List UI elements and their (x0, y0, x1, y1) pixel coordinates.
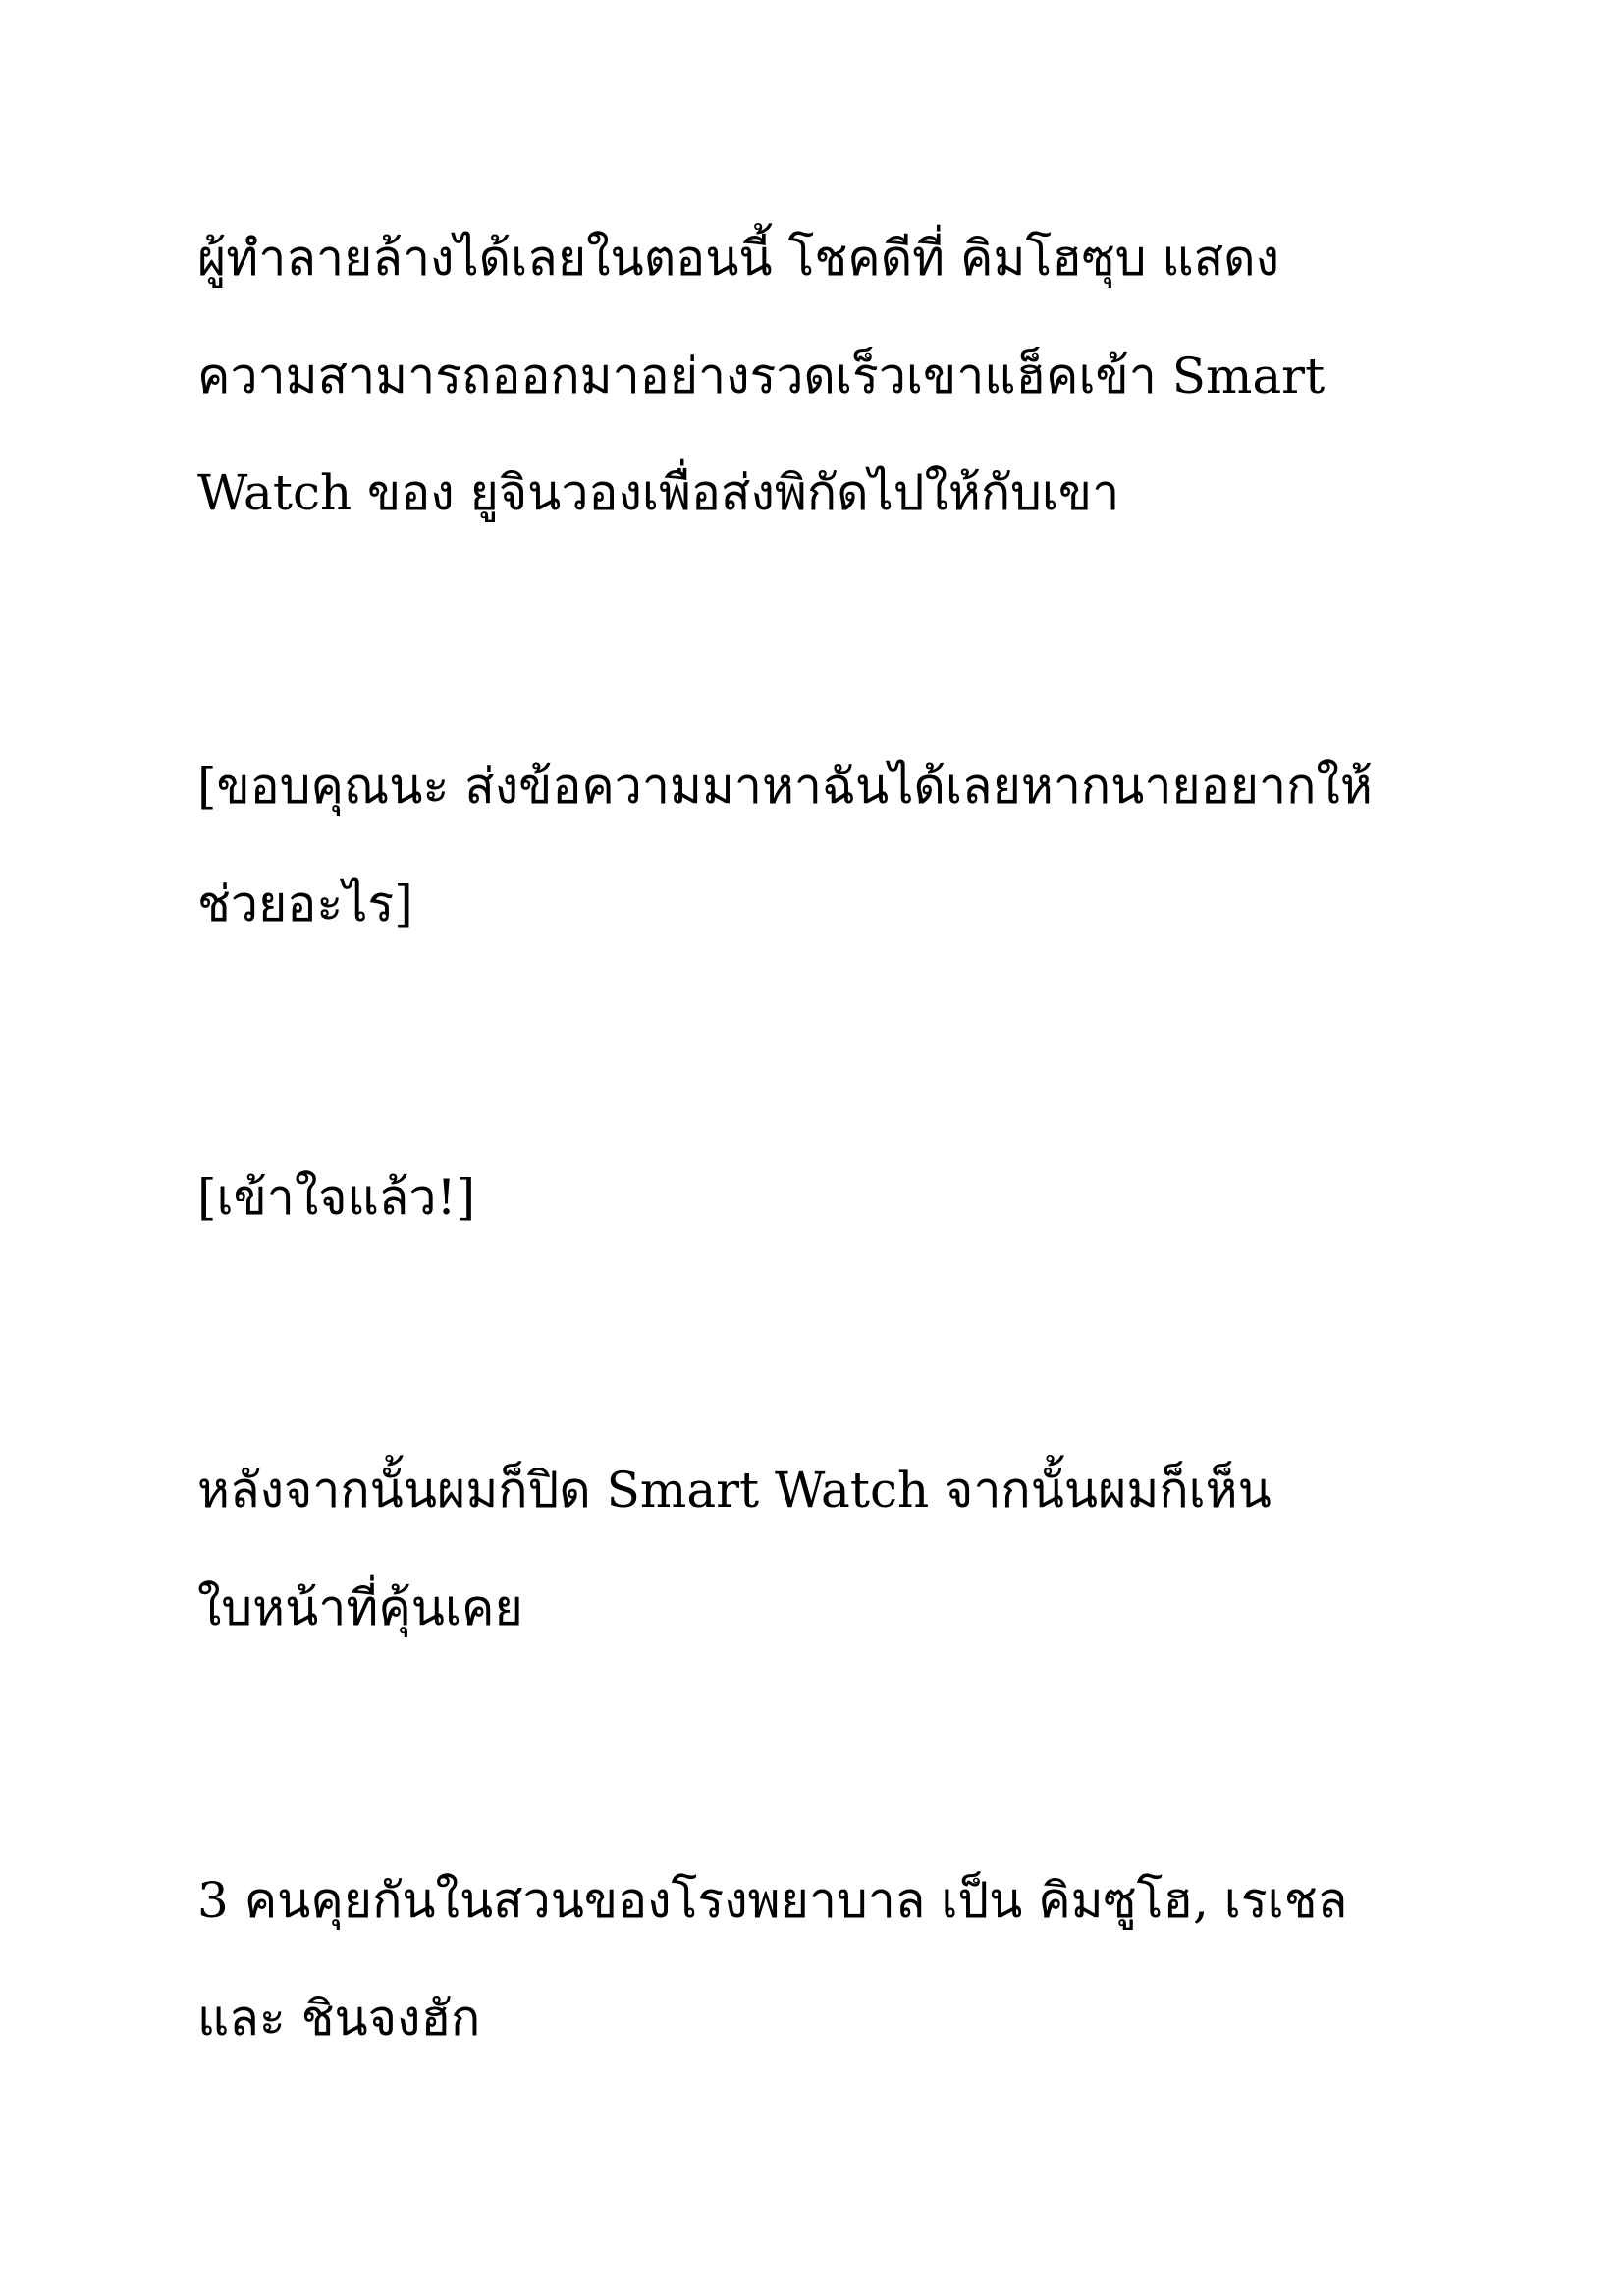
text-line: ความสามารถออกมาอย่างรวดเร็วเขาแฮ็คเข้า Smart (197, 347, 1326, 404)
text-line: [เข้าใจแล้ว!] (197, 1169, 476, 1226)
text-line: ผู้ทำลายล้างได้เลยในตอนนี้ โชคดีที่ คิมโฮซุบ แสดง (197, 230, 1280, 287)
text-line: Watch ของ ยูจินวองเพื่อส่งพิกัดไปให้กับเขา (197, 464, 1120, 521)
text-line: 3 คนคุยกันในสวนของโรงพยาบาล เป็น คิมซูโฮ, เรเชล (197, 1872, 1348, 1929)
text-line: และ ชินจงฮัก (197, 1990, 481, 2047)
text-line: [ขอบคุณนะ ส่งข้อความมาหาฉันได้เลยหากนายอยากให้ (197, 758, 1373, 815)
text-line: หลังจากนั้นผมก็ปิด Smart Watch จากนั้นผมก็เห็น (197, 1462, 1272, 1519)
text-line: ใบหน้าที่คุ้นเคย (197, 1579, 523, 1636)
text-line: ช่วยอะไร] (197, 876, 413, 933)
